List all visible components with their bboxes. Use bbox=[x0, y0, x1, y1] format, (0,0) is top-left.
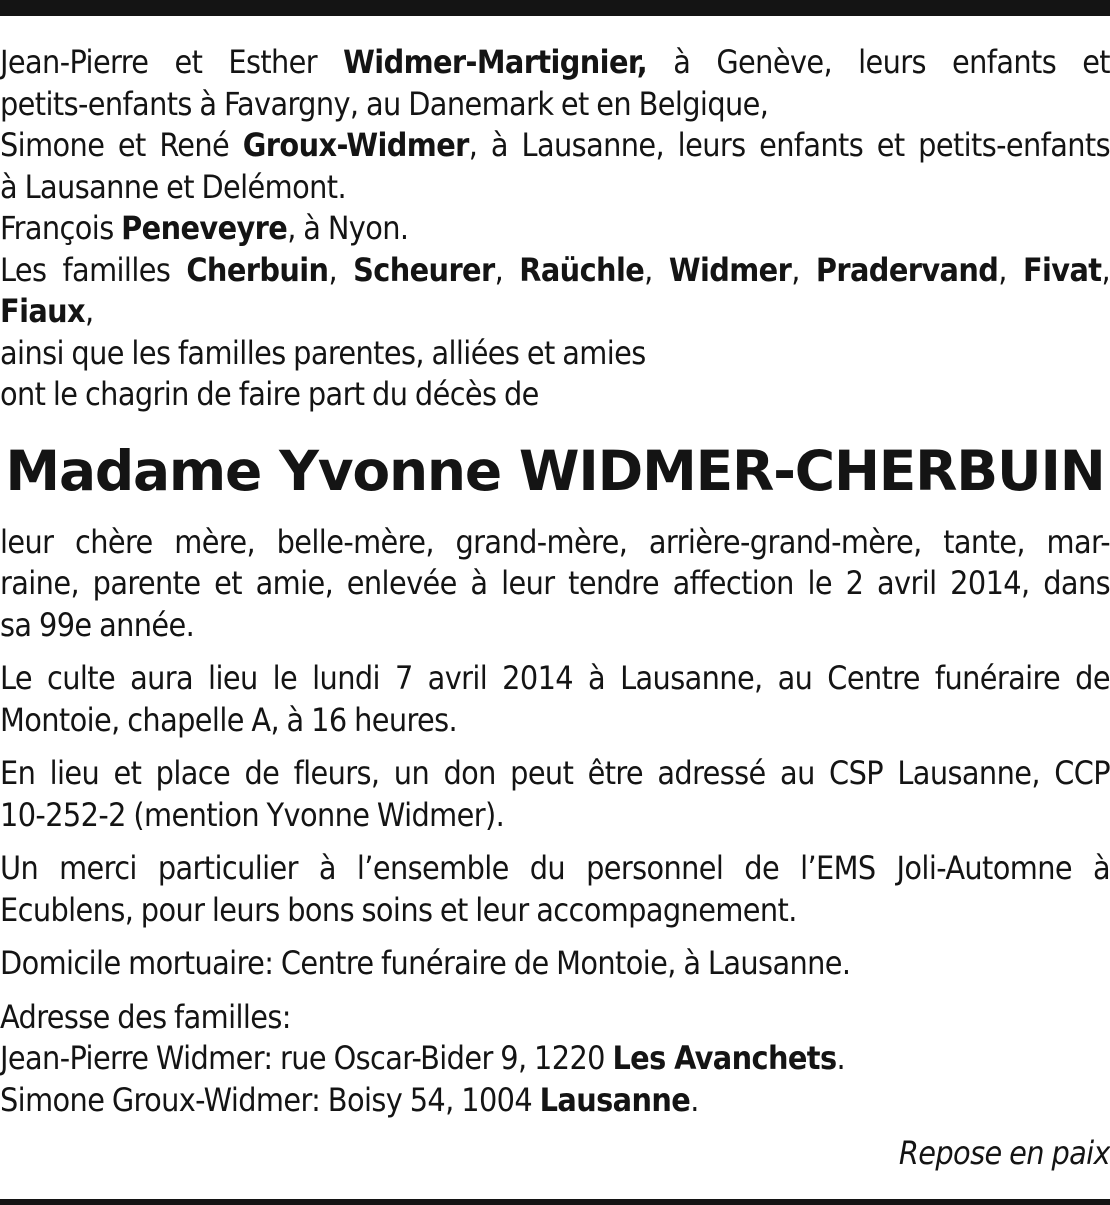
address-locality: Les Avanchets bbox=[612, 1039, 837, 1077]
thanks-paragraph bbox=[0, 848, 1110, 931]
family-name: Pradervand bbox=[815, 250, 999, 289]
signoff: Repose en paix bbox=[898, 1134, 1110, 1172]
intro-line-3: Simone et René Groux-Widmer, à Lausanne, leurs enfants et petits-enfants bbox=[0, 126, 1110, 164]
family-name: Fiaux bbox=[0, 292, 86, 330]
address-locality: Lausanne bbox=[539, 1080, 691, 1119]
relation-paragraph bbox=[0, 522, 1110, 647]
family-name: Fivat bbox=[1022, 250, 1102, 289]
family-name: Groux-Widmer bbox=[242, 126, 469, 164]
family-intro bbox=[0, 42, 1110, 416]
family-name: Peneveyre bbox=[121, 209, 288, 247]
text-line: Montoie, chapelle A, à 16 heures. bbox=[0, 700, 458, 739]
text-line: 10-252-2 (mention Yvonne Widmer). bbox=[0, 795, 505, 834]
text-line: Adresse des familles: bbox=[0, 997, 291, 1036]
intro-line-2: petits-enfants à Favargny, au Danemark et en Belgique, bbox=[0, 84, 769, 123]
intro-line-7: Fiaux, bbox=[0, 292, 94, 330]
family-name: Scheurer bbox=[353, 250, 495, 289]
text-line: raine, parente et amie, enlevée à leur tendre affection le 2 avril 2014, dans bbox=[0, 564, 1110, 602]
intro-line-4: à Lausanne et Delémont. bbox=[0, 167, 346, 206]
top-rule bbox=[0, 0, 1110, 16]
donation-paragraph bbox=[0, 753, 1110, 836]
intro-line-6: Les familles Cherbuin, Scheurer, Raüchle, Widmer, Pradervand, Fivat, bbox=[0, 250, 1110, 289]
family-name: Widmer bbox=[668, 250, 792, 289]
text-line: Un merci particulier à l’ensemble du personnel de l’EMS Joli-Automne à bbox=[0, 849, 1110, 887]
addresses-paragraph bbox=[0, 997, 1110, 1122]
service-paragraph bbox=[0, 658, 1110, 741]
intro-line-8: ainsi que les familles parentes, alliées et amies bbox=[0, 333, 646, 372]
mortuary-paragraph bbox=[0, 943, 1110, 985]
text-line: En lieu et place de fleurs, un don peut être adressé au CSP Lausanne, CCP bbox=[0, 754, 1110, 792]
text-line: sa 99e année. bbox=[0, 605, 195, 644]
bottom-rule bbox=[0, 1199, 1110, 1205]
intro-line-9: ont le chagrin de faire part du décès de bbox=[0, 375, 539, 413]
text-line: Le culte aura lieu le lundi 7 avril 2014 à Lausanne, au Centre funéraire de bbox=[0, 659, 1110, 697]
family-name: Widmer-Martignier, bbox=[343, 43, 648, 81]
text-line: Ecublens, pour leurs bons soins et leur accompagnement. bbox=[0, 890, 797, 929]
text-line: leur chère mère, belle-mère, grand-mère, arrière-grand-mère, tante, mar- bbox=[0, 522, 1110, 561]
family-name: Cherbuin bbox=[186, 250, 329, 289]
address-line: Simone Groux-Widmer: Boisy 54, 1004 Lausanne. bbox=[0, 1080, 699, 1119]
obituary-notice bbox=[0, 42, 1110, 1175]
intro-line-1: Jean-Pierre et Esther Widmer-Martignier, à Genève, leurs enfants et bbox=[0, 43, 1110, 81]
text-line: Domicile mortuaire: Centre funéraire de Montoie, à Lausanne. bbox=[0, 944, 851, 982]
intro-line-5: François Peneveyre, à Nyon. bbox=[0, 209, 409, 247]
address-line: Jean-Pierre Widmer: rue Oscar-Bider 9, 1220 Les Avanchets. bbox=[0, 1039, 846, 1077]
family-name: Raüchle bbox=[519, 250, 645, 289]
deceased-name-headline: Madame Yvonne WIDMER-CHERBUIN bbox=[5, 438, 1105, 503]
